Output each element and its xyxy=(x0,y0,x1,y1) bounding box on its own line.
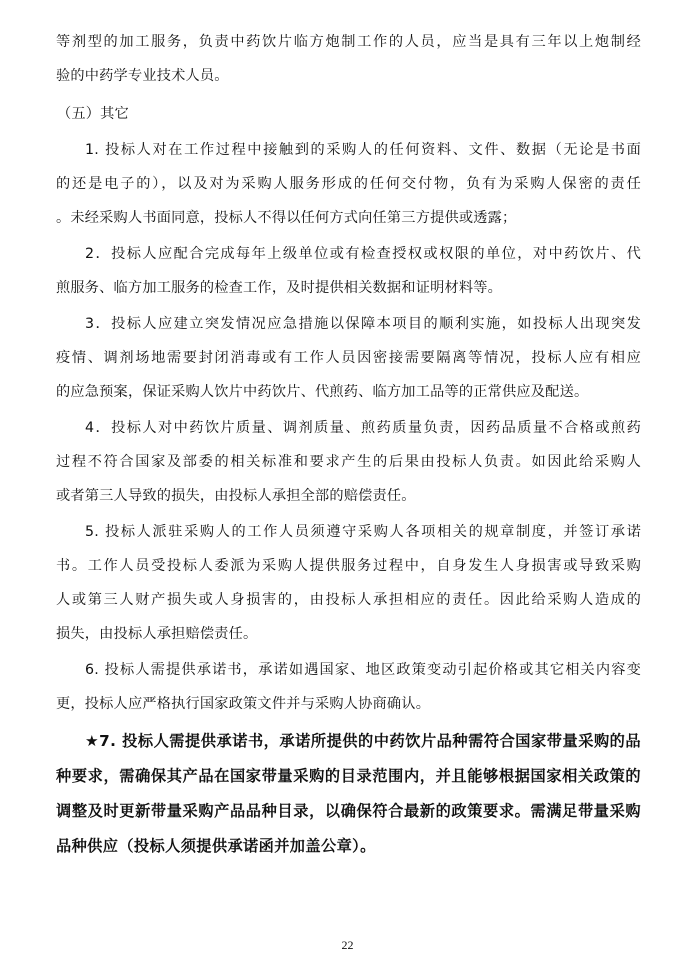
item-5-line: 书。工作人员受投标人委派为采购人提供服务过程中，自身发生人身损害或导致采购 xyxy=(56,558,641,574)
item-5-line: 人或第三人财产损失或人身损害的，由投标人承担相应的责任。因此给采购人造成的 xyxy=(56,592,641,608)
intro-line: 验的中药学专业技术人员。 xyxy=(56,68,229,84)
item-7-line: ★7. 投标人需提供承诺书，承诺所提供的中药饮片品种需符合国家带量采购的品 xyxy=(85,732,641,750)
intro-line: 等剂型的加工服务，负责中药饮片临方炮制工作的人员，应当是具有三年以上炮制经 xyxy=(56,34,641,50)
item-1-line: 的还是电子的），以及对为采购人服务形成的任何交付物，负有为采购人保密的责任 xyxy=(56,176,641,192)
section-title: （五）其它 xyxy=(57,106,129,122)
item-1-line: 1. 投标人对在工作过程中接触到的采购人的任何资料、文件、数据（无论是书面 xyxy=(85,142,641,158)
item-5-line: 5. 投标人派驻采购人的工作人员须遵守采购人各项相关的规章制度，并签订承诺 xyxy=(85,524,641,540)
item-4-line: 过程不符合国家及部委的相关标准和要求产生的后果由投标人负责。如因此给采购人 xyxy=(56,454,641,470)
item-3-line: 疫情、调剂场地需要封闭消毒或有工作人员因密接需要隔离等情况，投标人应有相应 xyxy=(56,350,641,366)
page-number: 22 xyxy=(341,938,354,952)
item-3-line: 3．投标人应建立突发情况应急措施以保障本项目的顺利实施，如投标人出现突发 xyxy=(85,316,641,332)
item-4-line: 4．投标人对中药饮片质量、调剂质量、煎药质量负责，因药品质量不合格或煎药 xyxy=(85,420,641,436)
item-2-line: 煎服务、临方加工服务的检查工作，及时提供相关数据和证明材料等。 xyxy=(56,280,503,296)
item-7-line: 种要求，需确保其产品在国家带量采购的目录范围内，并且能够根据国家相关政策的 xyxy=(56,767,641,785)
item-6-line: 更，投标人应严格执行国家政策文件并与采购人协商确认。 xyxy=(56,696,431,712)
item-2-line: 2．投标人应配合完成每年上级单位或有检查授权或权限的单位，对中药饮片、代 xyxy=(85,246,641,262)
item-3-line: 的应急预案，保证采购人饮片中药饮片、代煎药、临方加工品等的正常供应及配送。 xyxy=(56,384,589,400)
item-7-line: 品种供应（投标人须提供承诺函并加盖公章）。 xyxy=(56,837,376,855)
item-4-line: 或者第三人导致的损失，由投标人承担全部的赔偿责任。 xyxy=(56,488,416,504)
item-1-line: 。未经采购人书面同意，投标人不得以任何方式向任第三方提供或透露； xyxy=(56,210,517,226)
item-5-line: 损失，由投标人承担赔偿责任。 xyxy=(56,626,258,642)
item-6-line: 6. 投标人需提供承诺书，承诺如遇国家、地区政策变动引起价格或其它相关内容变 xyxy=(85,662,641,678)
item-7-line: 调整及时更新带量采购产品品种目录，以确保符合最新的政策要求。需满足带量采购 xyxy=(56,802,641,820)
